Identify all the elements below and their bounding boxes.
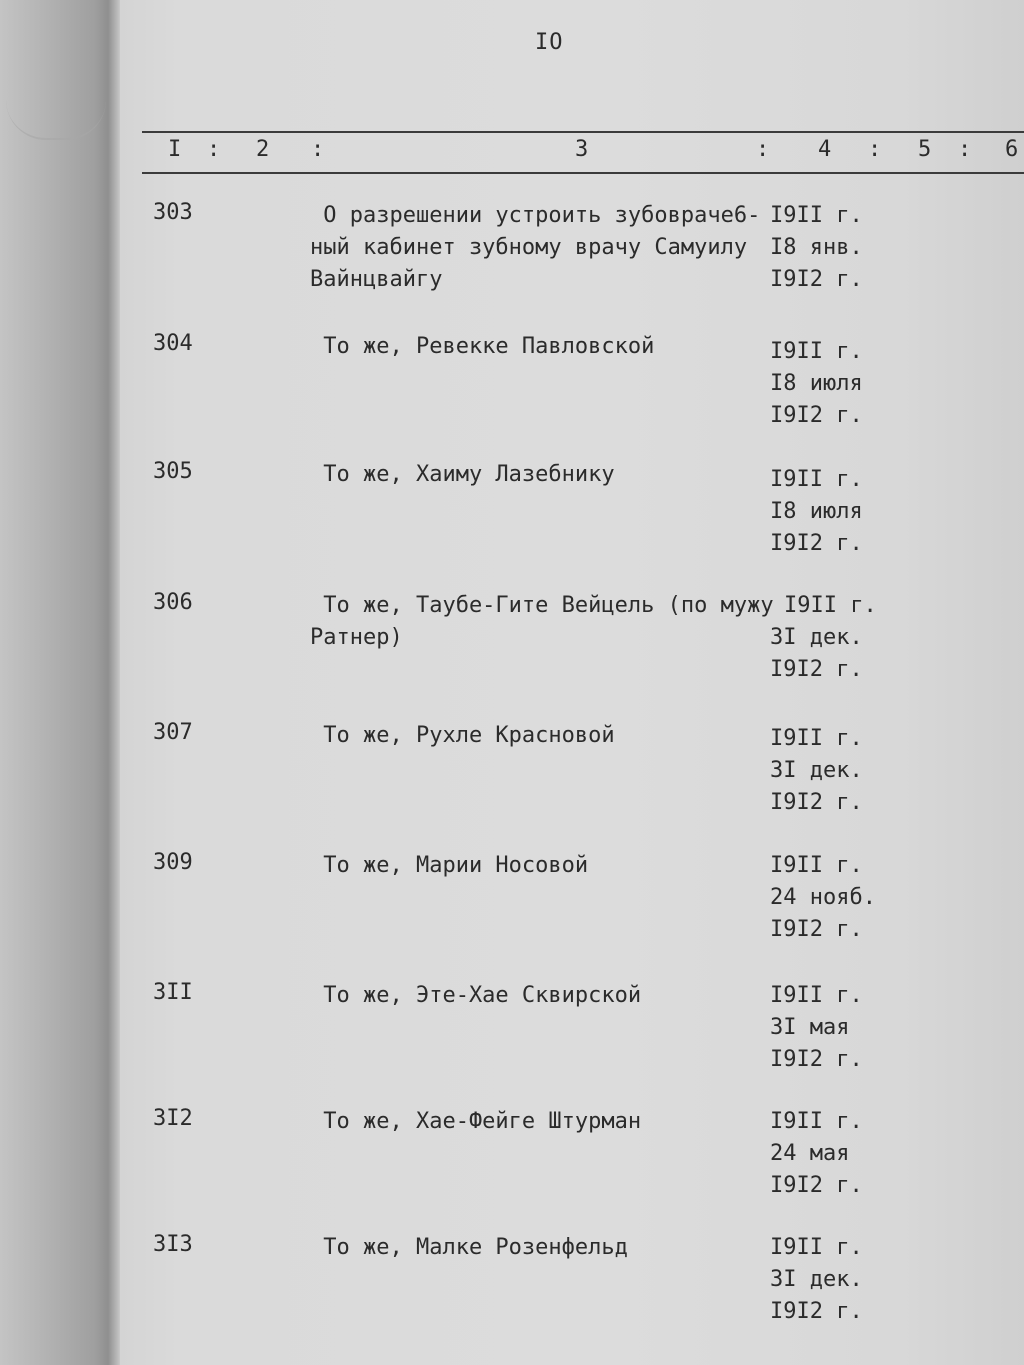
column-separator: :: [868, 137, 882, 162]
table-row: [0, 1106, 1024, 1226]
date-end-day: 3I дек.: [770, 758, 863, 783]
date-end-year: I9I2 г.: [770, 790, 863, 815]
entry-description: То же, Хае-Фейге Штурман: [310, 1109, 642, 1134]
entry-dates: [770, 464, 863, 560]
date-end-year: I9I2 г.: [770, 1047, 863, 1072]
date-end-day: I8 янв.: [770, 235, 863, 260]
column-header-4: 4: [818, 137, 832, 162]
column-separator: :: [756, 137, 770, 162]
date-end-year: I9I2 г.: [770, 1299, 863, 1324]
entry-dates: [770, 980, 863, 1076]
table-row: [0, 1232, 1024, 1352]
table-row: [0, 331, 1024, 451]
date-start-year: I9II г.: [770, 339, 863, 364]
entry-number: 3I3: [153, 1232, 193, 1257]
date-end-year: I9I2 г.: [770, 531, 863, 556]
entry-number: 306: [153, 590, 193, 615]
entry-number: 3II: [153, 980, 193, 1005]
column-header-5: 5: [918, 137, 932, 162]
entry-description: То же, Малке Розенфельд: [310, 1235, 628, 1260]
date-end-year: I9I2 г.: [770, 403, 863, 428]
entry-dates: [770, 336, 863, 432]
date-end-day: 3I дек.: [770, 625, 863, 650]
date-start-year: I9II г.: [770, 1109, 863, 1134]
date-start-year: I9II г.: [770, 467, 863, 492]
column-separator: :: [958, 137, 972, 162]
entry-description: То же, Марии Носовой: [310, 853, 589, 878]
table-row: [0, 980, 1024, 1100]
table-row: [0, 720, 1024, 840]
page-number: IO: [535, 30, 564, 55]
column-header-2: 2: [256, 137, 270, 162]
table-row: [0, 590, 1024, 710]
date-end-day: I8 июля: [770, 499, 863, 524]
entry-dates: [770, 200, 863, 296]
date-start-year: I9II г.: [770, 983, 863, 1008]
date-end-year: I9I2 г.: [770, 657, 863, 682]
entry-description: О разрешении устроить зубовраче6- ный кабинет зубному врачу Самуилу Вайнцвайгу: [310, 203, 761, 292]
column-separator: :: [311, 137, 325, 162]
table-row: [0, 459, 1024, 579]
header-rule-bottom: [142, 172, 1024, 174]
table-row: [0, 200, 1024, 320]
column-separator: :: [207, 137, 221, 162]
date-end-day: 3I мая: [770, 1015, 850, 1040]
date-end-day: 24 нояб.: [770, 885, 876, 910]
entry-dates: [770, 1232, 863, 1328]
column-header-6: 6: [1005, 137, 1019, 162]
table-row: [0, 850, 1024, 970]
column-header-3: 3: [575, 137, 589, 162]
entry-description: То же, Эте-Хае Сквирской: [310, 983, 642, 1008]
date-start-year: I9II г.: [784, 593, 877, 618]
entry-description: То же, Ревекке Павловской: [310, 334, 655, 359]
date-start-year: I9II г.: [770, 726, 863, 751]
date-start-year: I9II г.: [770, 1235, 863, 1260]
date-end-day: I8 июля: [770, 371, 863, 396]
date-end-year: I9I2 г.: [770, 267, 863, 292]
entry-number: 309: [153, 850, 193, 875]
date-end-year: I9I2 г.: [770, 917, 863, 942]
column-header-1: I: [168, 137, 182, 162]
entry-number: 307: [153, 720, 193, 745]
date-end-year: I9I2 г.: [770, 1173, 863, 1198]
entry-number: 3I2: [153, 1106, 193, 1131]
date-start-year: I9II г.: [770, 203, 863, 228]
date-start-year: I9II г.: [770, 853, 863, 878]
entry-dates: [770, 850, 876, 946]
header-rule-top: [142, 131, 1024, 133]
entry-number: 303: [153, 200, 193, 225]
entry-description: То же, Рухле Красновой: [310, 723, 615, 748]
entry-description: То же, Хаиму Лазебнику: [310, 462, 615, 487]
entry-number: 305: [153, 459, 193, 484]
date-end-day: 24 мая: [770, 1141, 850, 1166]
entry-dates: [770, 1106, 863, 1202]
entry-dates: [770, 723, 863, 819]
spine-mark: [6, 88, 106, 140]
date-end-day: 3I дек.: [770, 1267, 863, 1292]
entry-number: 304: [153, 331, 193, 356]
entry-dates: [770, 590, 877, 686]
entry-description: То же, Таубе-Гите Вейцель (по мужу Ратнер): [310, 593, 774, 650]
